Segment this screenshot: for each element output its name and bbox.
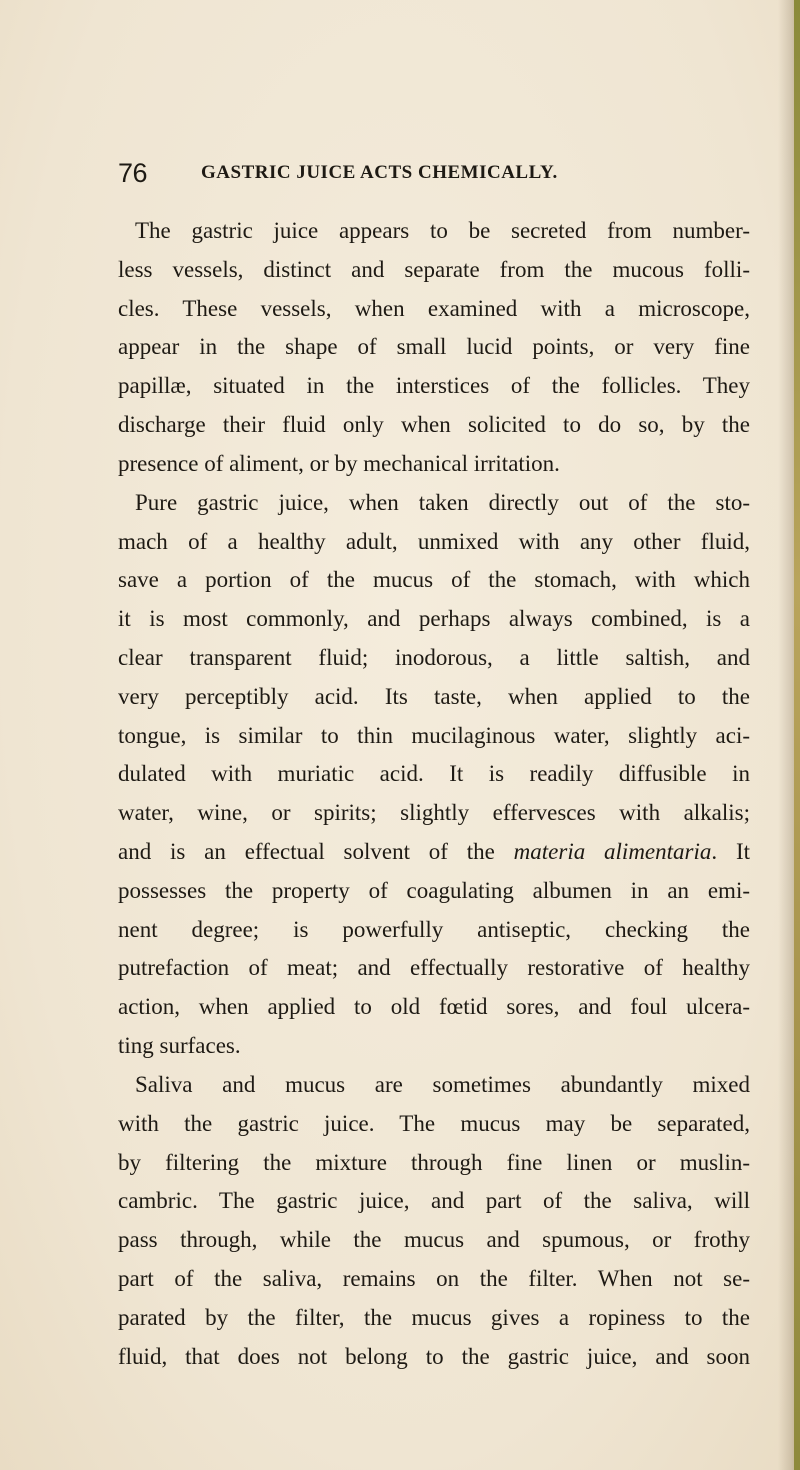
- text-line: tongue, is similar to thin mucilaginous water, slightly aci-: [118, 722, 750, 748]
- text-span: . It: [711, 839, 750, 864]
- text-line: appear in the shape of small lucid points, or very fine: [118, 334, 750, 360]
- text-line: cles. These vessels, when examined with a microscope,: [118, 295, 750, 321]
- text-line: less vessels, distinct and separate from the mucous folli-: [118, 256, 750, 282]
- spine-edge: [794, 0, 800, 1470]
- text-line: fluid, that does not belong to the gastric juice, and soon: [118, 1343, 750, 1369]
- text-line: pass through, while the mucus and spumous, or frothy: [118, 1227, 750, 1253]
- text-line: cambric. The gastric juice, and part of the saliva, will: [118, 1188, 750, 1214]
- text-line: ting surfaces.: [118, 1033, 241, 1059]
- text-line: Pure gastric juice, when taken directly out of the sto-: [135, 489, 750, 515]
- text-line: Saliva and mucus are sometimes abundantly mixed: [135, 1071, 750, 1097]
- running-head: GASTRIC JUICE ACTS CHEMICALLY.: [201, 162, 558, 183]
- text-line: mach of a healthy adult, unmixed with any other fluid,: [118, 528, 750, 554]
- text-line: with the gastric juice. The mucus may be separated,: [118, 1110, 750, 1136]
- text-line: very perceptibly acid. Its taste, when applied to the: [118, 683, 750, 709]
- text-line: discharge their fluid only when solicited to do so, by the: [118, 412, 750, 438]
- page-number: 76: [118, 158, 148, 188]
- text-line-with-italic: [118, 833, 750, 872]
- text-line: nent degree; is powerfully antiseptic, checking the: [118, 916, 750, 942]
- text-line: part of the saliva, remains on the filter. When not se-: [118, 1265, 750, 1291]
- page-header: [118, 153, 748, 193]
- text-line: putrefaction of meat; and effectually restorative of healthy: [118, 955, 750, 981]
- italic-phrase: materia alimentaria: [513, 839, 712, 864]
- text-line: save a portion of the mucus of the stomach, with which: [118, 567, 750, 593]
- text-line: The gastric juice appears to be secreted from number-: [135, 218, 750, 243]
- text-line: possesses the property of coagulating albumen in an emi-: [118, 877, 750, 903]
- text-line: it is most commonly, and perhaps always combined, is a: [118, 606, 750, 632]
- text-line: presence of aliment, or by mechanical irritation.: [118, 450, 560, 476]
- text-line: papillæ, situated in the interstices of the follicles. They: [118, 373, 750, 399]
- text-line: dulated with muriatic acid. It is readily diffusible in: [118, 761, 750, 787]
- text-span: and is an effectual solvent of the: [118, 839, 514, 864]
- body-text: [118, 212, 750, 1376]
- text-line: clear transparent fluid; inodorous, a little saltish, and: [118, 644, 750, 670]
- text-line: by filtering the mixture through fine linen or muslin-: [118, 1149, 750, 1175]
- text-line: action, when applied to old fœtid sores, and foul ulcera-: [118, 994, 750, 1020]
- text-line: water, wine, or spirits; slightly effervesces with alkalis;: [118, 800, 750, 826]
- text-line: parated by the filter, the mucus gives a ropiness to the: [118, 1304, 750, 1330]
